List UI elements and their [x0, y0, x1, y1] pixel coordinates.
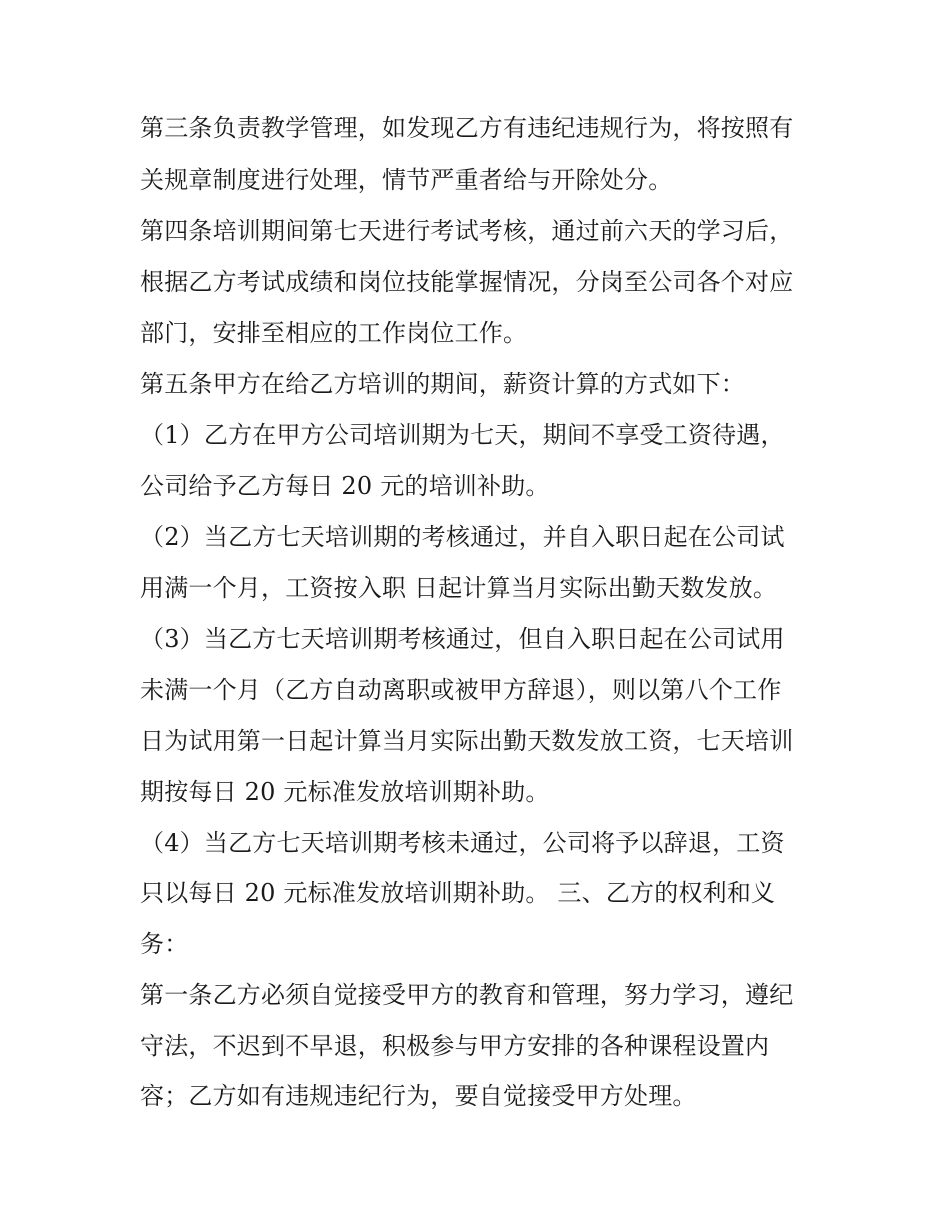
text-line: 公司给予乙方每日 20 元的培训补助。 — [140, 472, 550, 500]
text-line: （1）乙方在甲方公司培训期为七天，期间不享受工资待遇， — [140, 421, 785, 449]
text-line: （4）当乙方七天培训期考核未通过，公司将予以辞退，工资 — [140, 829, 785, 857]
text-line: 只以每日 20 元标准发放培训期补助。 三、乙方的权利和义 — [140, 879, 776, 907]
text-line: 用满一个月，工资按入职 日起计算当月实际出勤天数发放。 — [140, 574, 778, 602]
text-line: 第三条负责教学管理，如发现乙方有违纪违规行为，将按照有 — [140, 114, 794, 142]
text-line: 关规章制度进行处理，情节严重者给与开除处分。 — [140, 166, 673, 194]
text-line: 日为试用第一日起计算当月实际出勤天数发放工资，七天培训 — [140, 727, 794, 755]
text-line: 期按每日 20 元标准发放培训期补助。 — [140, 778, 550, 806]
text-line: 务： — [140, 930, 189, 958]
text-line: 第五条甲方在给乙方培训的期间，薪资计算的方式如下： — [140, 370, 745, 398]
text-line: 守法，不迟到不早退，积极参与甲方安排的各种课程设置内 — [140, 1032, 770, 1060]
text-line: 第一条乙方必须自觉接受甲方的教育和管理，努力学习，遵纪 — [140, 981, 794, 1009]
text-line: （2）当乙方七天培训期的考核通过，并自入职日起在公司试 — [140, 523, 785, 551]
text-line: 容；乙方如有违规违纪行为，要自觉接受甲方处理。 — [140, 1082, 697, 1110]
text-line: 根据乙方考试成绩和岗位技能掌握情况，分岗至公司各个对应 — [140, 268, 794, 296]
text-line: （3）当乙方七天培训期考核通过，但自入职日起在公司试用 — [140, 625, 785, 653]
text-line: 第四条培训期间第七天进行考试考核，通过前六天的学习后， — [140, 217, 794, 245]
text-line: 未满一个月（乙方自动离职或被甲方辞退），则以第八个工作 — [140, 676, 782, 704]
text-line: 部门，安排至相应的工作岗位工作。 — [140, 319, 528, 347]
